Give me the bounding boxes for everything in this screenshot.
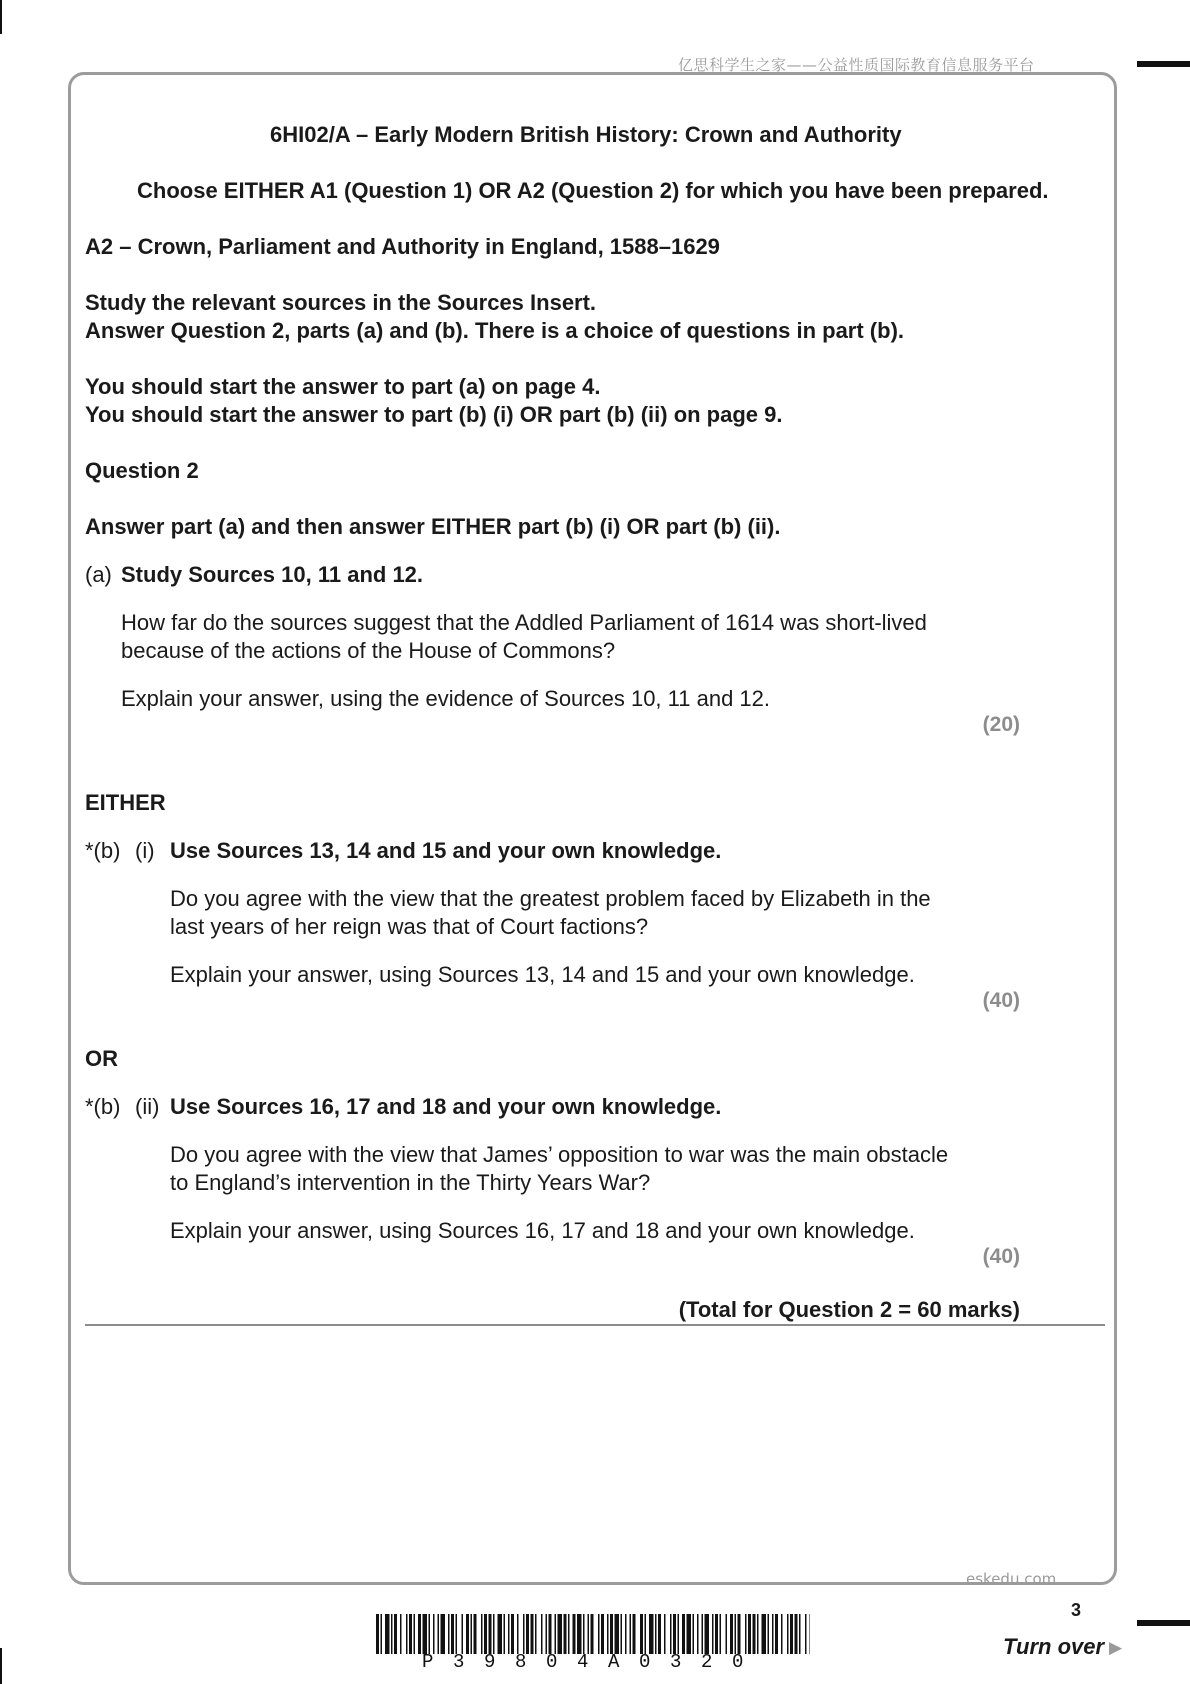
or-label: OR (85, 1046, 118, 1071)
choose-instruction: Choose EITHER A1 (Question 1) OR A2 (Question 2) for which you have been prepared. (137, 178, 1049, 203)
page-number: 3 (1071, 1600, 1082, 1620)
part-b-i-explain: Explain your answer, using Sources 13, 14 and 15 and your own knowledge. (170, 962, 915, 987)
part-b-i-marks: (40) (982, 989, 1020, 1012)
part-b-ii-text-2: to England’s intervention in the Thirty Years War? (170, 1170, 651, 1195)
part-b-ii-marks: (40) (982, 1245, 1020, 1268)
part-b-ii-text-1: Do you agree with the view that James’ opposition to war was the main obstacle (170, 1142, 949, 1167)
study-instruction: Study the relevant sources in the Sources Insert. (85, 290, 597, 315)
part-b-i-label: *(b) (85, 838, 121, 863)
barcode-digits: P39804A0320 (422, 1651, 764, 1673)
barcode (376, 1614, 810, 1654)
section-title: A2 – Crown, Parliament and Authority in England, 1588–1629 (85, 234, 720, 259)
watermark-top: 亿思科学生之家——公益性质国际教育信息服务平台 (678, 56, 1035, 74)
part-a-text-2: because of the actions of the House of Commons? (121, 638, 616, 663)
part-a-label: (a) (85, 562, 112, 587)
turn-over-label: Turn over (1003, 1634, 1105, 1659)
start-part-b-instruction: You should start the answer to part (b) (i) OR part (b) (ii) on page 9. (85, 402, 783, 427)
part-b-ii-sublabel: (ii) (135, 1094, 160, 1119)
part-b-ii-title: Use Sources 16, 17 and 18 and your own knowledge. (170, 1094, 722, 1119)
edge-mark-top-right (1137, 61, 1190, 67)
question-heading: Question 2 (85, 458, 199, 483)
part-a-text-1: How far do the sources suggest that the Addled Parliament of 1614 was short-lived (121, 610, 927, 635)
part-b-ii-label: *(b) (85, 1094, 121, 1119)
question-instruction: Answer part (a) and then answer EITHER part (b) (i) OR part (b) (ii). (85, 514, 781, 539)
triangle-right-icon: ▶ (1109, 1638, 1123, 1657)
edge-mark-bottom-right (1137, 1620, 1190, 1626)
part-b-i-title: Use Sources 13, 14 and 15 and your own knowledge. (170, 838, 722, 863)
part-a-explain: Explain your answer, using the evidence of Sources 10, 11 and 12. (121, 686, 771, 711)
watermark-bottom: eskedu.com (966, 1570, 1057, 1588)
paper-title: 6HI02/A – Early Modern British History: Crown and Authority (270, 122, 902, 147)
crop-mark-bottom-left (0, 1648, 2, 1684)
total-rule (85, 1324, 1105, 1326)
part-b-i-sublabel: (i) (135, 838, 155, 863)
answer-instruction: Answer Question 2, parts (a) and (b). There is a choice of questions in part (b). (85, 318, 905, 343)
part-b-ii-explain: Explain your answer, using Sources 16, 17 and 18 and your own knowledge. (170, 1218, 915, 1243)
part-b-i-text-2: last years of her reign was that of Court factions? (170, 914, 649, 939)
part-a-marks: (20) (982, 713, 1020, 736)
crop-mark-top-left (0, 0, 2, 34)
start-part-a-instruction: You should start the answer to part (a) on page 4. (85, 374, 601, 399)
question-total: (Total for Question 2 = 60 marks) (678, 1297, 1020, 1322)
either-label: EITHER (85, 790, 166, 815)
part-a-title: Study Sources 10, 11 and 12. (121, 562, 424, 587)
part-b-i-text-1: Do you agree with the view that the greatest problem faced by Elizabeth in the (170, 886, 931, 911)
